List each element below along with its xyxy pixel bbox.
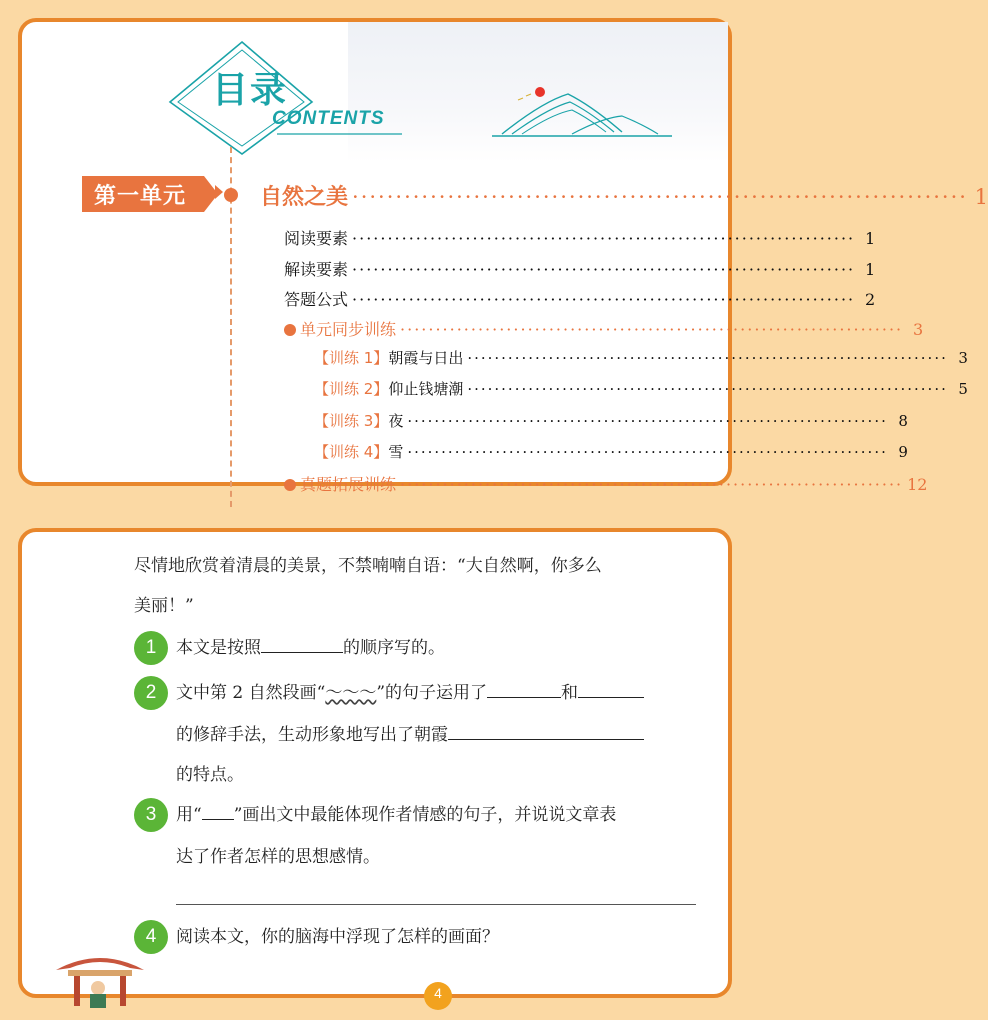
toc-page-number: 3 (958, 349, 968, 367)
toc-training[interactable] (314, 441, 908, 462)
contents-panel (18, 18, 988, 494)
answer-blank[interactable] (448, 722, 644, 740)
answer-line[interactable] (176, 904, 696, 905)
question-text: 的修辞手法，生动形象地写出了朝霞 (176, 725, 448, 745)
wavy-line-mark: ～～～ (325, 683, 377, 703)
toc-page-number: 1 (974, 185, 988, 209)
question-text: 用“ (176, 805, 202, 825)
toc-page-number: 5 (958, 380, 968, 398)
answer-blank[interactable] (261, 635, 343, 653)
toc-item[interactable] (284, 257, 876, 280)
leader-dots: ······································································· (352, 260, 856, 279)
toc-section[interactable] (284, 472, 928, 495)
leader-dots: ······································································· (467, 380, 948, 398)
question-text: 本文是按照 (176, 638, 261, 658)
question-number-badge: 2 (134, 676, 168, 710)
question-1 (176, 627, 706, 669)
toc-item-label: 答题公式 (284, 290, 349, 309)
leader-dots: ······································································· (352, 229, 856, 248)
toc-page-number: 2 (864, 290, 876, 309)
toc-item[interactable] (284, 287, 876, 310)
question-text: ”的句子运用了 (376, 683, 488, 703)
unit-tag: 第一单元 (94, 183, 187, 209)
training-tag: 【训练 3】 (314, 412, 389, 430)
swirl-icon (284, 324, 296, 336)
contents-title: 目录 (212, 70, 289, 111)
leader-dots: ······································································· (407, 443, 888, 461)
toc-page-number: 3 (912, 320, 924, 339)
timeline-dot (224, 188, 238, 202)
question-2-end: 的特点。 (176, 765, 244, 785)
question-3-cont: 达了作者怎样的思想感情。 (176, 847, 380, 867)
toc-page-number: 9 (898, 443, 908, 461)
toc-section[interactable] (284, 317, 924, 340)
leader-dots: ······································································· (407, 412, 888, 430)
training-tag: 【训练 2】 (314, 380, 389, 398)
passage-line: 尽情地欣赏着清晨的美景，不禁喃喃自语：“大自然啊，你多么 (134, 556, 602, 576)
contents-subtitle: CONTENTS (272, 108, 385, 129)
question-2 (176, 672, 706, 714)
leader-dots: ······································································· (352, 290, 856, 309)
answer-blank[interactable] (578, 680, 644, 698)
training-title: 朝霞与日出 (388, 349, 464, 367)
question-text: ”画出文中最能体现作者情感的句子，并说说文章表 (233, 805, 617, 825)
pavilion-illustration (50, 942, 150, 1002)
leader-dots: ······································································· (400, 320, 904, 339)
passage-line: 美丽！” (134, 596, 194, 616)
question-text: 的顺序写的。 (343, 638, 445, 658)
toc-page-number: 8 (898, 412, 908, 430)
toc-training[interactable] (314, 410, 908, 431)
question-text: 文中第 2 自然段画“ (176, 683, 326, 703)
underline-mark (202, 802, 234, 820)
training-title: 仰止钱塘潮 (388, 380, 464, 398)
training-tag: 【训练 4】 (314, 443, 389, 461)
answer-blank[interactable] (487, 680, 561, 698)
question-number-badge: 4 (134, 920, 168, 954)
training-title: 雪 (388, 443, 404, 461)
question-text: 和 (561, 683, 579, 703)
question-3 (176, 794, 706, 836)
toc-page-number: 1 (864, 260, 876, 279)
toc-item-label: 解读要素 (284, 260, 349, 279)
training-tag: 【训练 1】 (314, 349, 389, 367)
exercise-panel (18, 528, 732, 1001)
page-number: 4 (424, 982, 452, 1010)
toc-unit-label: 自然之美 (260, 184, 349, 210)
question-number-badge: 3 (134, 798, 168, 832)
toc-unit-title[interactable] (260, 180, 988, 211)
toc-training[interactable] (314, 378, 968, 399)
toc-page-number: 12 (907, 475, 928, 494)
question-4: 阅读本文，你的脑海中浮现了怎样的画面？ (176, 927, 499, 947)
mountain-icon (482, 72, 682, 152)
timeline-arrow (215, 185, 223, 199)
training-title: 夜 (388, 412, 404, 430)
question-2-cont (176, 714, 706, 756)
leader-dots: ······································································· (352, 185, 968, 209)
toc-page-number: 1 (864, 229, 876, 248)
toc-section-label: 单元同步训练 (300, 320, 397, 339)
toc-section-label: 真题拓展训练 (300, 475, 397, 494)
question-number-badge: 1 (134, 631, 168, 665)
toc-item-label: 阅读要素 (284, 229, 349, 248)
toc-training[interactable] (314, 347, 968, 368)
leader-dots: ······································································· (467, 349, 948, 367)
leader-dots: ······································································· (400, 475, 904, 494)
toc-item[interactable] (284, 226, 876, 249)
swirl-icon (284, 479, 296, 491)
